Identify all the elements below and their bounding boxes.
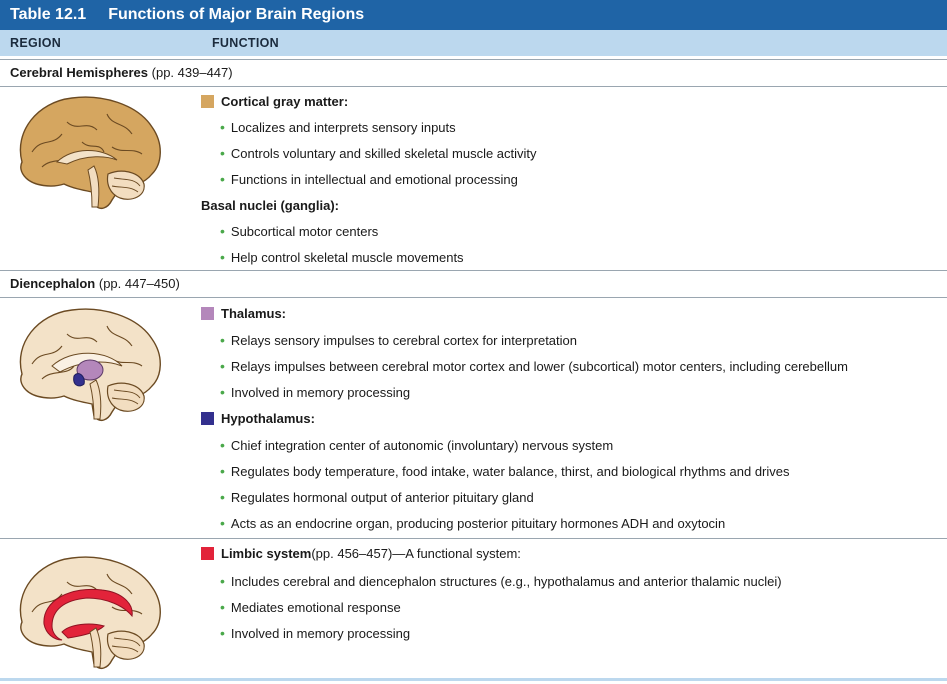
- table-title: Functions of Major Brain Regions: [108, 6, 365, 23]
- list-item: • Involved in memory processing: [220, 625, 411, 641]
- list-item: • Help control skeletal muscle movements: [220, 249, 464, 265]
- list-item: • Relays sensory impulses to cerebral cortex for interpretation: [220, 332, 577, 348]
- limbic-system-heading: [201, 546, 521, 561]
- list-item-text: Includes cerebral and diencephalon structures (e.g., hypothalamus and anterior thalamic nuclei): [230, 574, 782, 589]
- list-item-text: Mediates emotional response: [230, 600, 401, 615]
- thalamus-heading: [201, 306, 286, 321]
- section-pages: (pp. 439–447): [151, 65, 233, 80]
- table-number: Table 12.1: [10, 6, 87, 23]
- list-item-text: Acts as an endocrine organ, producing posterior pituitary hormones ADH and oxytocin: [230, 516, 726, 531]
- list-item: • Regulates hormonal output of anterior pituitary gland: [220, 489, 534, 505]
- list-item-text: Controls voluntary and skilled skeletal muscle activity: [230, 146, 537, 161]
- list-item: • Controls voluntary and skilled skeletal muscle activity: [220, 145, 537, 161]
- brain-limbic-illustration: [12, 552, 167, 674]
- list-item: • Includes cerebral and diencephalon structures (e.g., hypothalamus and anterior thalamic nuclei): [220, 573, 782, 589]
- hypothalamus-heading-text: Hypothalamus:: [221, 411, 315, 426]
- list-item-text: Relays sensory impulses to cerebral cortex for interpretation: [230, 333, 577, 348]
- thalamus-heading-text: Thalamus:: [221, 306, 287, 321]
- section-name: Diencephalon: [10, 276, 96, 291]
- table-bottom-rule: [0, 678, 947, 681]
- column-header-region: REGION: [10, 36, 62, 50]
- hypothalamus-color-swatch: [201, 412, 214, 425]
- list-item-text: Relays impulses between cerebral motor cortex and lower (subcortical) motor centers, including cerebellum: [230, 359, 848, 374]
- brain-diencephalon-illustration: [12, 304, 167, 424]
- thalamus-color-swatch: [201, 307, 214, 320]
- list-item-text: Regulates body temperature, food intake, water balance, thirst, and biological rhythms and drives: [230, 464, 790, 479]
- limbic-heading-rest: (pp. 456–457)—A functional system:: [311, 546, 521, 561]
- column-header-row: [0, 30, 947, 56]
- list-item-text: Localizes and interprets sensory inputs: [230, 120, 456, 135]
- list-item: • Involved in memory processing: [220, 384, 411, 400]
- limbic-color-swatch: [201, 547, 214, 560]
- list-item: • Functions in intellectual and emotional processing: [220, 171, 518, 187]
- list-item-text: Regulates hormonal output of anterior pituitary gland: [230, 490, 534, 505]
- section-pages: (pp. 447–450): [98, 276, 180, 291]
- table-title-bar: [0, 0, 947, 30]
- list-item-text: Chief integration center of autonomic (involuntary) nervous system: [230, 438, 614, 453]
- list-item-text: Involved in memory processing: [230, 626, 411, 641]
- section-diencephalon: [0, 270, 947, 298]
- list-item: • Chief integration center of autonomic (involuntary) nervous system: [220, 437, 614, 453]
- limbic-heading-text: Limbic system: [221, 546, 312, 561]
- list-item-text: Functions in intellectual and emotional processing: [230, 172, 518, 187]
- list-item: • Acts as an endocrine organ, producing posterior pituitary hormones ADH and oxytocin: [220, 515, 726, 531]
- cortical-color-swatch: [201, 95, 214, 108]
- basal-nuclei-heading: [201, 198, 339, 213]
- row-divider: [0, 538, 947, 539]
- cortical-gray-matter-heading: [201, 94, 348, 109]
- hypothalamus-heading: [201, 411, 315, 426]
- basal-heading-text: Basal nuclei (ganglia):: [201, 198, 339, 213]
- list-item: • Regulates body temperature, food intake, water balance, thirst, and biological rhythms and drives: [220, 463, 790, 479]
- cortical-heading-text: Cortical gray matter:: [221, 94, 349, 109]
- section-name: Cerebral Hemispheres: [10, 65, 149, 80]
- list-item: • Relays impulses between cerebral motor cortex and lower (subcortical) motor centers, including cerebellum: [220, 358, 848, 374]
- list-item-text: Subcortical motor centers: [230, 224, 379, 239]
- section-cerebral-hemispheres: [0, 59, 947, 87]
- list-item: • Localizes and interprets sensory inputs: [220, 119, 456, 135]
- list-item: • Mediates emotional response: [220, 599, 401, 615]
- list-item-text: Involved in memory processing: [230, 385, 411, 400]
- brain-cortex-illustration: [12, 92, 167, 214]
- column-header-function: FUNCTION: [212, 36, 279, 50]
- list-item-text: Help control skeletal muscle movements: [230, 250, 464, 265]
- list-item: • Subcortical motor centers: [220, 223, 379, 239]
